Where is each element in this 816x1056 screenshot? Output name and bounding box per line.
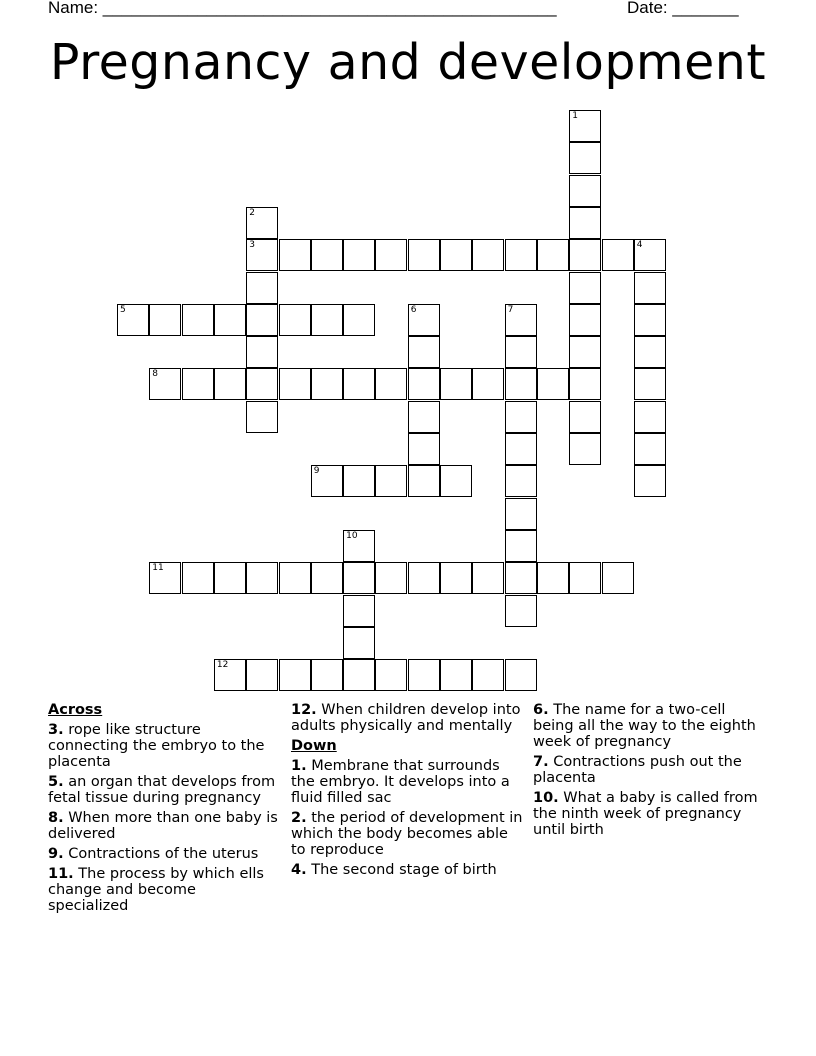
- crossword-cell[interactable]: [279, 239, 311, 271]
- crossword-cell[interactable]: [472, 368, 504, 400]
- clue-item-text: Contractions push out the placenta: [533, 754, 742, 786]
- crossword-cell[interactable]: [214, 562, 246, 594]
- crossword-cell[interactable]: [375, 659, 407, 691]
- date-field-label: Date: _______: [627, 0, 739, 17]
- clue-item-number: 8.: [48, 810, 64, 826]
- crossword-cell[interactable]: [634, 401, 666, 433]
- crossword-cell[interactable]: [537, 368, 569, 400]
- crossword-cell[interactable]: [602, 562, 634, 594]
- crossword-cell[interactable]: [440, 239, 472, 271]
- crossword-cell[interactable]: [505, 433, 537, 465]
- clue-number: 5: [120, 304, 126, 315]
- clue-item-number: 9.: [48, 846, 64, 862]
- crossword-cell[interactable]: [246, 562, 278, 594]
- clue-item-number: 5.: [48, 774, 64, 790]
- crossword-cell[interactable]: [182, 368, 214, 400]
- crossword-cell[interactable]: [279, 368, 311, 400]
- crossword-cell[interactable]: [569, 110, 601, 142]
- clue-item: [48, 866, 280, 914]
- crossword-cell[interactable]: [505, 401, 537, 433]
- clue-item: [291, 862, 523, 878]
- crossword-cell[interactable]: [408, 239, 440, 271]
- clue-item: [291, 758, 523, 806]
- crossword-cell[interactable]: [505, 368, 537, 400]
- clue-item: [48, 846, 280, 862]
- clue-number: 9: [313, 466, 320, 477]
- crossword-cell[interactable]: [311, 239, 343, 271]
- crossword-cell[interactable]: [440, 368, 472, 400]
- clue-item-number: 7.: [533, 754, 549, 770]
- clue-item: [291, 810, 523, 858]
- crossword-cell[interactable]: [246, 368, 278, 400]
- crossword-cell[interactable]: [472, 239, 504, 271]
- crossword-cell[interactable]: [634, 336, 666, 368]
- clues-column-3: [533, 702, 765, 842]
- clue-number: 2: [249, 207, 255, 218]
- clue-item-number: 10.: [533, 790, 559, 806]
- clue-item: [48, 774, 280, 806]
- crossword-cell[interactable]: [117, 304, 149, 336]
- crossword-cell[interactable]: [505, 659, 537, 691]
- clue-item-text: rope like structure connecting the embryo to the placenta: [48, 722, 265, 770]
- clue-item: [533, 702, 765, 750]
- crossword-cell[interactable]: [537, 562, 569, 594]
- clue-item-number: 6.: [533, 702, 549, 718]
- crossword-cell[interactable]: [343, 627, 375, 659]
- clue-item-number: 11.: [48, 866, 74, 882]
- crossword-cell[interactable]: [634, 304, 666, 336]
- crossword-cell[interactable]: [311, 465, 343, 497]
- crossword-cell[interactable]: [311, 562, 343, 594]
- clue-item-text: Membrane that surrounds the embryo. It develops into a fluid filled sac: [291, 758, 510, 806]
- crossword-cell[interactable]: [505, 530, 537, 562]
- clues-column-1: [48, 702, 280, 918]
- crossword-cell[interactable]: [505, 239, 537, 271]
- clue-item-number: 3.: [48, 722, 64, 738]
- crossword-cell[interactable]: [634, 433, 666, 465]
- crossword-cell[interactable]: [375, 368, 407, 400]
- crossword-cell[interactable]: [569, 368, 601, 400]
- crossword-cell[interactable]: [311, 659, 343, 691]
- clue-item-text: an organ that develops from fetal tissue during pregnancy: [48, 774, 276, 806]
- crossword-cell[interactable]: [343, 368, 375, 400]
- clue-number: 3: [249, 240, 255, 251]
- clue-item-text: The process by which ells change and become specialized: [48, 866, 264, 914]
- crossword-cell[interactable]: [246, 272, 278, 304]
- crossword-cell[interactable]: [246, 401, 278, 433]
- crossword-cell[interactable]: [246, 336, 278, 368]
- crossword-cell[interactable]: [408, 336, 440, 368]
- clue-item-text: The name for a two-cell being all the way to the eighth week of pregnancy: [533, 702, 756, 750]
- clue-number: 7: [507, 304, 514, 315]
- crossword-cell[interactable]: [408, 562, 440, 594]
- crossword-cell[interactable]: [505, 595, 537, 627]
- clue-number: 12: [216, 660, 229, 671]
- clue-item-number: 12.: [291, 702, 317, 718]
- clue-section-heading: Down: [291, 738, 337, 754]
- crossword-cell[interactable]: [634, 465, 666, 497]
- crossword-cell[interactable]: [214, 304, 246, 336]
- clue-item-number: 4.: [291, 862, 307, 878]
- crossword-cell[interactable]: [408, 304, 440, 336]
- clue-item-number: 1.: [291, 758, 307, 774]
- clue-item-text: The second stage of birth: [306, 862, 497, 878]
- crossword-cell[interactable]: [472, 562, 504, 594]
- crossword-cell[interactable]: [311, 304, 343, 336]
- crossword-cell[interactable]: [569, 239, 601, 271]
- crossword-cell[interactable]: [505, 498, 537, 530]
- crossword-cell[interactable]: [246, 659, 278, 691]
- clue-number: 8: [152, 369, 159, 380]
- crossword-cell[interactable]: [440, 465, 472, 497]
- crossword-cell[interactable]: [375, 562, 407, 594]
- crossword-cell[interactable]: [472, 659, 504, 691]
- crossword-cell[interactable]: [343, 659, 375, 691]
- crossword-cell[interactable]: [408, 368, 440, 400]
- crossword-cell[interactable]: [569, 142, 601, 174]
- crossword-cell[interactable]: [279, 304, 311, 336]
- page-title: Pregnancy and development: [49, 34, 767, 91]
- crossword-cell[interactable]: [505, 465, 537, 497]
- clue-number: 10: [346, 530, 358, 541]
- crossword-cell[interactable]: [343, 530, 375, 562]
- crossword-cell[interactable]: [505, 336, 537, 368]
- clue-item-text: When more than one baby is delivered: [48, 810, 278, 842]
- clue-item: [48, 810, 280, 842]
- crossword-cell[interactable]: [569, 304, 601, 336]
- clue-item: [48, 722, 280, 770]
- clue-number: 6: [410, 304, 417, 315]
- crossword-cell[interactable]: [408, 433, 440, 465]
- clue-item: [533, 790, 765, 838]
- clue-item-text: What a baby is called from the ninth week of pregnancy until birth: [533, 790, 758, 838]
- crossword-cell[interactable]: [408, 659, 440, 691]
- crossword-cell[interactable]: [440, 659, 472, 691]
- crossword-cell[interactable]: [408, 465, 440, 497]
- crossword-cell[interactable]: [375, 465, 407, 497]
- clue-number: 4: [636, 240, 643, 251]
- clue-item: [291, 702, 523, 734]
- crossword-cell[interactable]: [311, 368, 343, 400]
- crossword-cell[interactable]: [246, 239, 278, 271]
- crossword-cell[interactable]: [343, 239, 375, 271]
- crossword-cell[interactable]: [569, 272, 601, 304]
- crossword-cell[interactable]: [634, 272, 666, 304]
- clue-item-number: 2.: [291, 810, 307, 826]
- crossword-cell[interactable]: [182, 562, 214, 594]
- crossword-cell[interactable]: [279, 659, 311, 691]
- crossword-cell[interactable]: [440, 562, 472, 594]
- crossword-cell[interactable]: [149, 304, 181, 336]
- crossword-cell[interactable]: [569, 401, 601, 433]
- crossword-cell[interactable]: [214, 368, 246, 400]
- crossword-cell[interactable]: [505, 562, 537, 594]
- crossword-cell[interactable]: [343, 304, 375, 336]
- name-field-label: Name: ________________________________________________: [48, 0, 557, 17]
- clue-item: [533, 754, 765, 786]
- clue-number: 1: [572, 111, 578, 121]
- crossword-cell[interactable]: [343, 562, 375, 594]
- clue-item-text: Contractions of the uterus: [63, 846, 259, 862]
- crossword-cell[interactable]: [569, 336, 601, 368]
- clue-number: 11: [152, 563, 164, 574]
- crossword-cell[interactable]: [602, 239, 634, 271]
- crossword-cell[interactable]: [279, 562, 311, 594]
- crossword-cell[interactable]: [149, 562, 181, 594]
- crossword-cell[interactable]: [246, 207, 278, 239]
- crossword-cell[interactable]: [408, 401, 440, 433]
- crossword-cell[interactable]: [537, 239, 569, 271]
- crossword-cell[interactable]: [375, 239, 407, 271]
- crossword-cell[interactable]: [214, 659, 246, 691]
- crossword-cell[interactable]: [569, 207, 601, 239]
- crossword-cell[interactable]: [343, 465, 375, 497]
- crossword-cell[interactable]: [569, 433, 601, 465]
- crossword-cell[interactable]: [246, 304, 278, 336]
- clue-section-heading: Across: [48, 702, 103, 718]
- crossword-cell[interactable]: [343, 595, 375, 627]
- clue-item-text: When children develop into adults physically and mentally: [291, 702, 521, 734]
- clues-column-2: [291, 702, 523, 882]
- crossword-cell[interactable]: [505, 304, 537, 336]
- crossword-cell[interactable]: [634, 368, 666, 400]
- crossword-cell[interactable]: [569, 175, 601, 207]
- crossword-cell[interactable]: [569, 562, 601, 594]
- crossword-cell[interactable]: [182, 304, 214, 336]
- crossword-cell[interactable]: [149, 368, 181, 400]
- clue-item-text: the period of development in which the body becomes able to reproduce: [291, 810, 523, 858]
- crossword-cell[interactable]: [634, 239, 666, 271]
